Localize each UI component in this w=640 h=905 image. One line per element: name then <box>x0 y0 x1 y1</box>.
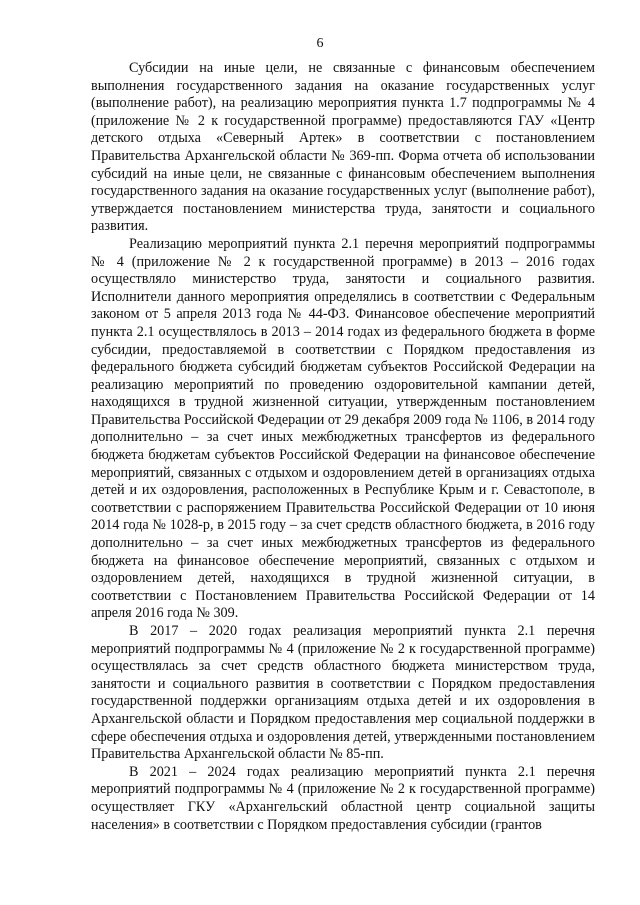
document-body <box>91 60 595 834</box>
paragraph-implementation-2021-2024: В 2021 – 2024 годах реализацию мероприятий пункта 2.1 перечня мероприятий подпрограммы № 4 (приложение № 2 к государственной программе) осуществляет ГКУ «Архангельский областной центр социальной защиты населения» в соответствии с Порядком предоставления субсидии (грантов <box>91 763 595 833</box>
paragraph-subsidies-other-purposes: Субсидии на иные цели, не связанные с финансовым обеспечением выполнения государственного задания на оказание государственных услуг (выполнение работ), на реализацию мероприятия пункта 1.7 подпрограммы № 4 (приложение № 2 к государственной программе) предоставляются ГАУ «Центр детского отдыха «Северный Артек» в соответствии с постановлением Правительства Архангельской области № 369-пп. Форма отчета об использовании субсидий на иные цели, не связанные с финансовым обеспечением выполнения государственного задания на оказание государственных услуг (выполнение работ), утверждается постановлением министерства труда, занятости и социального развития. <box>91 60 595 235</box>
page-number: 6 <box>316 36 324 51</box>
paragraph-implementation-2017-2020: В 2017 – 2020 годах реализация мероприятий пункта 2.1 перечня мероприятий подпрограммы № 4 (приложение № 2 к государственной программе) осуществлялась за счет средств областного бюджета министерством труда, занятости и социального развития в соответствии с Порядком предоставления государственной поддержки организациям отдыха детей и их оздоровления в Архангельской области и Порядком предоставления мер социальной поддержки в сфере обеспечения отдыха и оздоровления детей, утвержденными постановлением Правительства Архангельской области № 85-пп. <box>91 623 595 763</box>
paragraph-implementation-2013-2016: Реализацию мероприятий пункта 2.1 перечня мероприятий подпрограммы № 4 (приложение № 2 к государственной программе) в 2013 – 2016 годах осуществляло министерство труда, занятости и социального развития. Исполнители данного мероприятия определялись в соответствии с Федеральным законом от 5 апреля 2013 года № 44-ФЗ. Финансовое обеспечение мероприятий пункта 2.1 осуществлялось в 2013 – 2014 годах из федерального бюджета в форме субсидии, предоставляемой в соответствии с Порядком предоставления из федерального бюджета субсидий бюджетам субъектов Российской Федерации на реализацию мероприятий по проведению оздоровительной кампании детей, находящихся в трудной жизненной ситуации, утвержденным постановлением Правительства Российской Федерации от 29 декабря 2009 года № 1106, в 2014 году дополнительно – за счет иных межбюджетных трансфертов из федерального бюджета бюджетам субъектов Российской Федерации на финансовое обеспечение мероприятий, связанных с отдыхом и оздоровлением детей в организациях отдыха детей и их оздоровления, расположенных в Республике Крым и г. Севастополе, в соответствии с распоряжением Правительства Российской Федерации от 10 июня 2014 года № 1028-р, в 2015 году – за счет средств областного бюджета, в 2016 году дополнительно – за счет иных межбюджетных трансфертов из федерального бюджета на финансовое обеспечение мероприятий, связанных с отдыхом и оздоровлением детей, находящихся в трудной жизненной ситуации, в соответствии с Постановлением Правительства Российской Федерации от 14 апреля 2016 года № 309. <box>91 235 595 622</box>
